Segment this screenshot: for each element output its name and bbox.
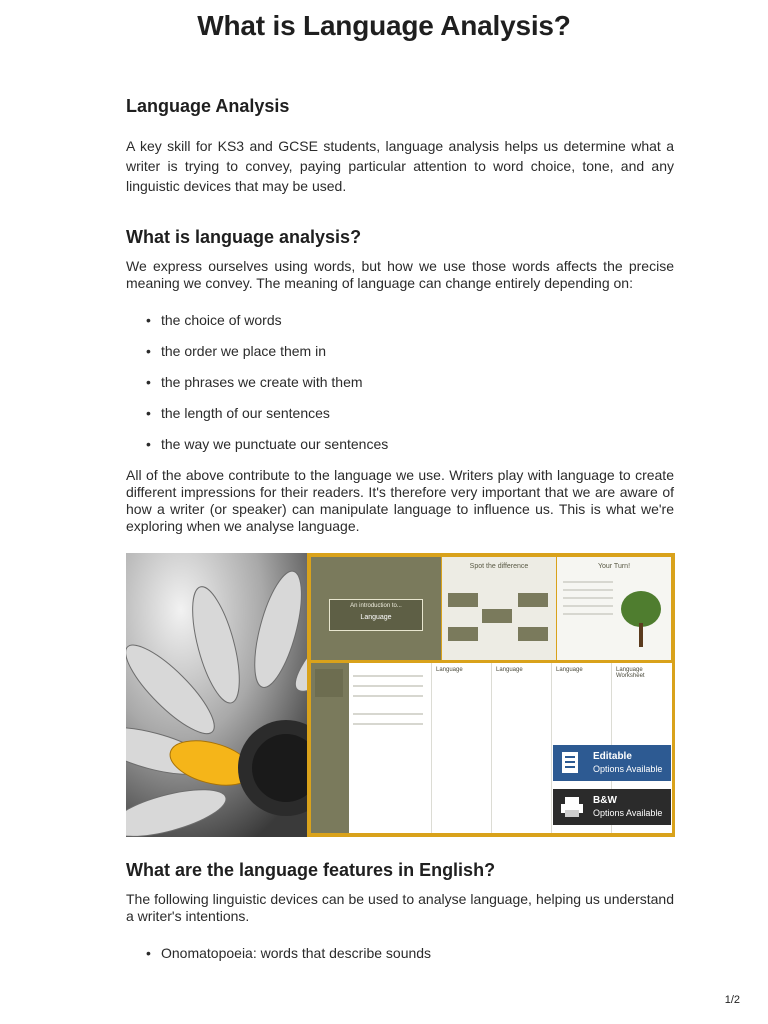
slide-intro [311,557,441,660]
bullet-list-factors [126,311,674,466]
list-item: • the choice of words [126,311,674,342]
worksheet-page: Language [491,663,552,833]
list-item: • the length of our sentences [126,404,674,435]
resource-preview-image [126,553,675,837]
bullet-list-devices [126,944,674,975]
resource-pack-collage [307,553,675,837]
sunflower-photo [126,553,309,837]
document-icon [559,751,585,775]
worksheet-thumbnail [315,669,343,697]
tree-icon [621,591,661,627]
worksheet-page: Language [431,663,492,833]
printer-icon [559,795,585,819]
page-title: What is Language Analysis? [197,10,571,41]
section-heading-language-features: What are the language features in English? [126,860,496,880]
slide-title: Language [360,614,392,621]
section-heading-what-is: What is language analysis? [126,227,362,247]
section-paragraph-meaning: We express ourselves using words, but how we use those words affects the precise meaning we convey. The meaning of language can change entirely depending on: [126,258,674,291]
slide-heading: Spot the difference [469,563,529,570]
list-item: • Onomatopoeia: words that describe sounds [126,944,674,975]
bw-badge: B&W Options Available [553,789,671,825]
section-heading-language-analysis: Language Analysis [126,96,290,116]
slide-heading: Your Turn! [597,563,631,570]
slide-spot-difference [442,557,556,660]
list-item: • the order we place them in [126,342,674,373]
section-paragraph-intro: A key skill for KS3 and GCSE students, language analysis helps us determine what a writer is trying to convey, paying particular attention to word choice, tone, and any linguistic devices that may be used. [126,138,674,194]
section-paragraph-contribute: All of the above contribute to the language we use. Writers play with language to create different impressions for their readers. It's therefore very important that we are aware of how a writer (or speaker) can manipulate language to influence us. This is what we're exploring when we analyse language. [126,467,674,534]
page-number: 1/2 [724,994,740,1006]
worksheet-page: Language Worksheet [611,663,672,833]
list-item: • the way we punctuate our sentences [126,435,674,466]
slide-title-box [329,599,423,631]
worksheet-page: Language [551,663,612,833]
editable-badge: Editable Options Available [553,745,671,781]
list-item: • the phrases we create with them [126,373,674,404]
slide-your-turn [557,557,671,660]
section-paragraph-devices: The following linguistic devices can be used to analyse language, helping us understand a writer's intentions. [126,891,674,924]
slide-subtitle: An introduction to... [350,603,402,609]
